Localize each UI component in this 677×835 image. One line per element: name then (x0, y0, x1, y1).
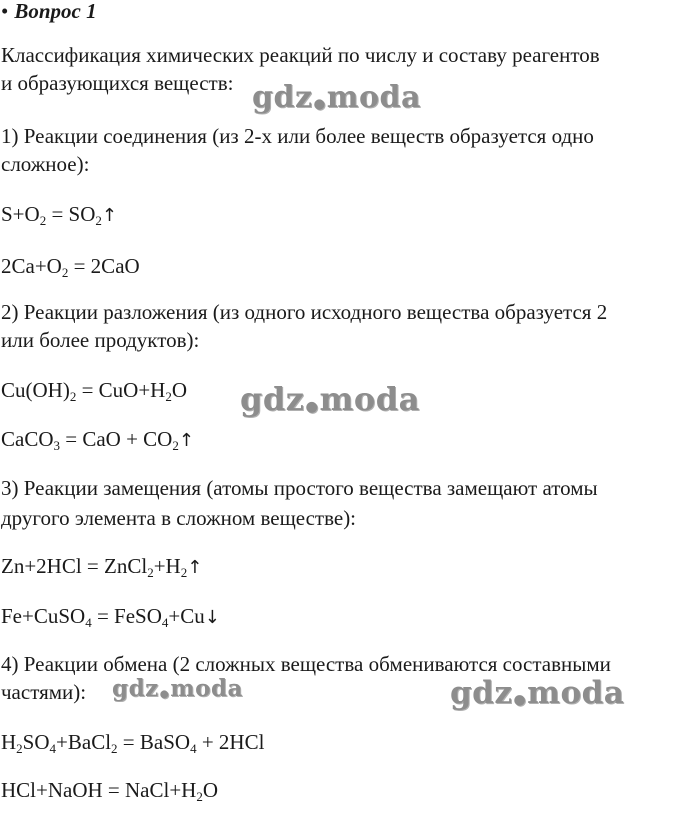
up-arrow-icon: ↑ (187, 557, 203, 578)
section-1-line-1: 1) Реакции соединения (из 2-х или более веществ образуется одно (1, 124, 594, 148)
up-arrow-icon: ↑ (101, 205, 117, 226)
question-heading (1, 0, 97, 24)
question-title: Вопрос 1 (14, 0, 97, 23)
watermark-logo: gdz●moda (252, 80, 421, 115)
section-4-line-1: 4) Реакции обмена (2 сложных вещества обмениваются составными (1, 652, 611, 676)
intro-line-1: Классификация химических реакций по числу и составу реагентов (1, 43, 600, 67)
watermark-logo: gdz●moda (450, 675, 625, 711)
section-3-line-2: другого элемента в сложном веществе): (1, 506, 357, 530)
section-2-line-1: 2) Реакции разложения (из одного исходного вещества образуется 2 (1, 300, 608, 324)
equation-2: $2Ca+O_2 = 2CaO$ (1, 254, 140, 280)
equation-6: Fe+CuSO$_4$ = FeSO$_4$+Cu↓ (1, 604, 220, 630)
section-4-line-2: частями): (1, 680, 87, 704)
down-arrow-icon: ↓ (204, 607, 220, 628)
section-1-line-2: сложное): (1, 152, 90, 176)
watermark-logo: gdz●moda (240, 380, 420, 418)
equation-3: $Cu(OH)_2 = CuO+H_2O$ (1, 378, 188, 404)
equation-8: HCl+NaOH = $NaCl+H_2O$ (1, 778, 219, 804)
equation-7: $H_2SO_4+BaCl_2$ = BaSO$_4$ + 2HCl (1, 730, 265, 756)
section-3-line-1: 3) Реакции замещения (атомы простого вещества замещают атомы (1, 476, 598, 500)
section-2-line-2: или более продуктов): (1, 328, 200, 352)
bullet: • (1, 0, 9, 23)
intro-line-2: и образующихся веществ: (1, 71, 234, 95)
equation-5: $Zn+2HCl = ZnCl_2+H_2↑$ (1, 554, 203, 580)
equation-4: CaCO$_3$ = CaO + $CO_2↑$ (1, 427, 194, 453)
watermark-logo: gdz●moda (112, 675, 243, 702)
up-arrow-icon: ↑ (178, 430, 194, 451)
equation-1: $S+O_2$ = $SO_2↑$ (1, 202, 117, 228)
